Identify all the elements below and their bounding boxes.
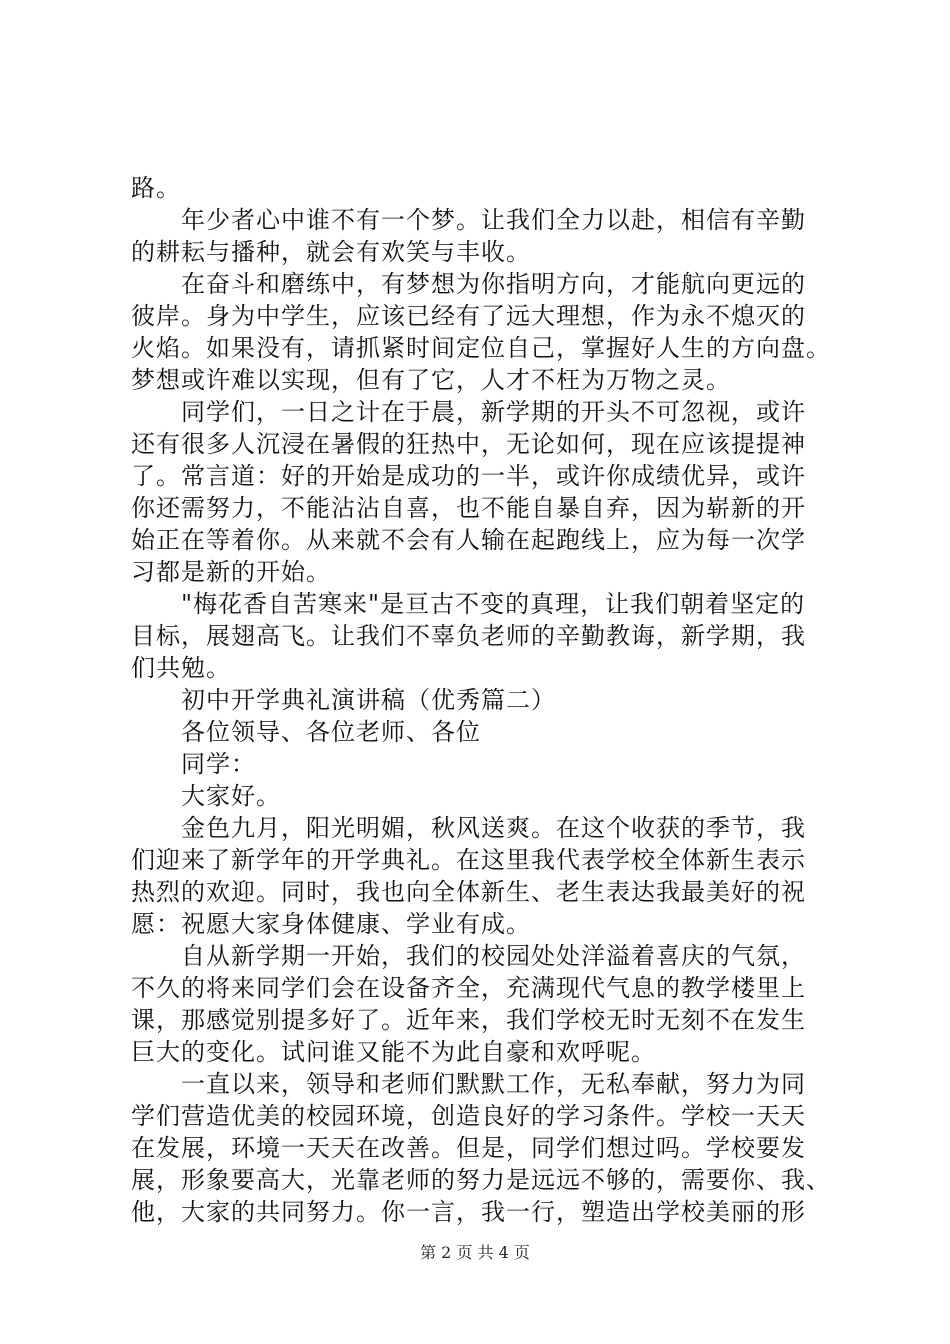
- text-line: 愿：祝愿大家身体健康、学业有成。: [131, 910, 531, 938]
- text-line: 在奋斗和磨练中，有梦想为你指明方向，才能航向更远的: [131, 270, 806, 298]
- text-line: 金色九月，阳光明媚，秋风送爽。在这个收获的季节，我: [131, 814, 806, 842]
- text-line: 他，大家的共同努力。你一言，我一行，塑造出学校美丽的形: [131, 1198, 806, 1226]
- text-line: "梅花香自苦寒来"是亘古不变的真理，让我们朝着坚定的: [131, 590, 806, 618]
- text-line: 展，形象要高大，光靠老师的努力是远远不够的，需要你、我、: [131, 1166, 831, 1194]
- text-line: 课，那感觉别提多好了。近年来，我们学校无时无刻不在发生: [131, 1006, 806, 1034]
- text-line: 巨大的变化。试问谁又能不为此自豪和欢呼呢。: [131, 1038, 656, 1066]
- text-line: 们共勉。: [131, 654, 231, 682]
- text-line: 同学：: [131, 750, 256, 778]
- text-line: 火焰。如果没有，请抓紧时间定位自己，掌握好人生的方向盘。: [131, 334, 831, 362]
- text-line: 热烈的欢迎。同时，我也向全体新生、老生表达我最美好的祝: [131, 878, 806, 906]
- section-heading: 初中开学典礼演讲稿（优秀篇二）: [131, 686, 556, 714]
- text-line: 彼岸。身为中学生，应该已经有了远大理想，作为永不熄灭的: [131, 302, 806, 330]
- text-line: 不久的将来同学们会在设备齐全，充满现代气息的教学楼里上: [131, 974, 806, 1002]
- text-line: 你还需努力，不能沾沾自喜，也不能自暴自弃，因为崭新的开: [131, 494, 806, 522]
- text-line: 梦想或许难以实现，但有了它，人才不枉为万物之灵。: [131, 366, 731, 394]
- text-line: 始正在等着你。从来就不会有人输在起跑线上，应为每一次学: [131, 526, 806, 554]
- text-line: 习都是新的开始。: [131, 558, 331, 586]
- text-line: 大家好。: [131, 782, 281, 810]
- text-line: 学们营造优美的校园环境，创造良好的学习条件。学校一天天: [131, 1102, 806, 1130]
- text-line: 路。: [131, 174, 181, 202]
- text-line: 一直以来，领导和老师们默默工作，无私奉献，努力为同: [131, 1070, 806, 1098]
- text-line: 们迎来了新学年的开学典礼。在这里我代表学校全体新生表示: [131, 846, 806, 874]
- text-line: 目标，展翅高飞。让我们不辜负老师的辛勤教诲，新学期，我: [131, 622, 806, 650]
- page-footer: [0, 1240, 950, 1263]
- text-line: 还有很多人沉浸在暑假的狂热中，无论如何，现在应该提提神: [131, 430, 806, 458]
- text-line: 同学们，一日之计在于晨，新学期的开头不可忽视，或许: [131, 398, 806, 426]
- body-text: [131, 172, 831, 1228]
- text-line: 年少者心中谁不有一个梦。让我们全力以赴，相信有辛勤: [131, 206, 806, 234]
- text-line: 各位领导、各位老师、各位: [131, 718, 481, 746]
- text-line: 了。常言道：好的开始是成功的一半，或许你成绩优异，或许: [131, 462, 806, 490]
- text-line: 的耕耘与播种，就会有欢笑与丰收。: [131, 238, 531, 266]
- text-line: 自从新学期一开始，我们的校园处处洋溢着喜庆的气氛，: [131, 942, 806, 970]
- text-line: 在发展，环境一天天在改善。但是，同学们想过吗。学校要发: [131, 1134, 806, 1162]
- page-number: 第 2 页 共 4 页: [420, 1243, 530, 1262]
